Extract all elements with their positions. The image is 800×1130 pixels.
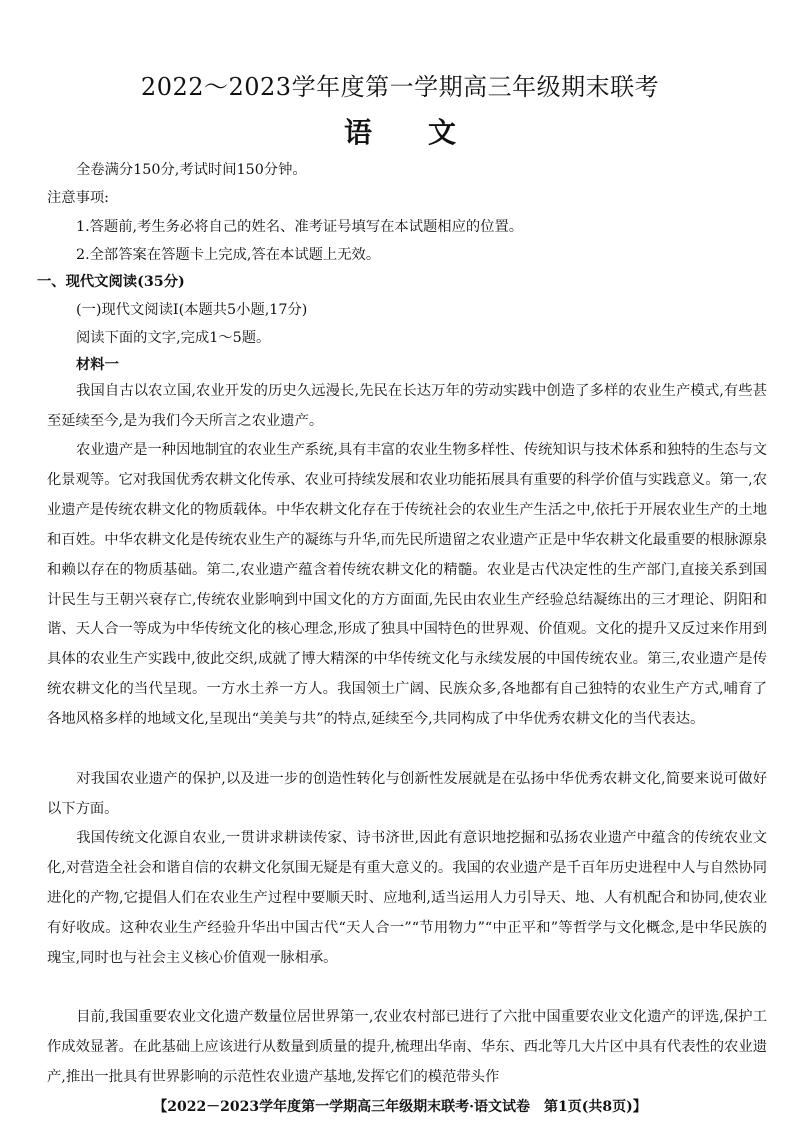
reading-instruction: 阅读下面的文字,完成1～5题。 (76, 330, 271, 346)
subject-char-2: 文 (428, 116, 457, 149)
material-label: 材料一 (76, 357, 119, 373)
exam-title: 2022～2023学年度第一学期高三年级期末联考 (140, 73, 660, 101)
paragraph-4 (47, 824, 767, 974)
paragraph-1 (47, 377, 767, 437)
paragraph-2-text: 农业遗产是一种因地制宜的农业生产系统,具有丰富的农业生物多样性、传统知识与技术体系和独特的生态与文化景观等。它对我国优秀农耕文化传承、农业可持续发展和农业功能拓展具有重要的科学价值与实践意义。第一,农业遗产是传统农耕文化的物质载体。中华农耕文化存在于传统社会的农业生产生活之中,依托于开展农业生产的土地和百姓。中华农耕文化是传统农业生产的凝练与升华,而先民所遗留之农业遗产正是中华农耕文化最重要的根脉源泉和赖以存在的物质基础。第二,农业遗产蕴含着传统农耕文化的精髓。农业是古代决定性的生产部门,直接关系到国计民生与王朝兴衰存亡,传统农业影响到中国文化的方方面面,先民由农业生产经验总结凝练出的三才理论、阴阳和谐、天人合一等成为中华传统文化的核心理念,形成了独具中国特色的世界观、价值观。文化的提升又反过来作用到具体的农业生产实践中,彼此交织,成就了博大精深的中华传统文化与永续发展的中国传统农业。第三,农业遗产是传统农耕文化的当代呈现。一方水土养一方人。我国领土广阔、民族众多,各地都有自己独特的农业生产方式,哺育了各地风格多样的地域文化,呈现出“美美与共”的特点,延续至今,共同构成了中华优秀农耕文化的当代表达。 (47, 442, 767, 728)
subject-title (0, 116, 800, 150)
paragraph-4-text: 我国传统文化源自农业,一贯讲求耕读传家、诗书济世,因此有意识地挖掘和弘扬农业遗产中蕴含的传统农业文化,对营造全社会和谐自信的农耕文化氛围无疑是有重大意义的。我国的农业遗产是千百年历史进程中人与自然协同进化的产物,它提倡人们在农业生产过程中要顺天时、应地利,适当运用人力引导天、地、人有机配合和协同,使农业有好收成。这种农业生产经验升华出中国古代“天人合一”“节用物力”“中正平和”等哲学与文化概念,是中华民族的瑰宝,同时也与社会主义核心价值观一脉相承。 (47, 830, 767, 966)
notice-heading: 注意事项: (47, 190, 110, 206)
paragraph-3 (47, 765, 767, 825)
paragraph-2 (47, 436, 767, 735)
section-heading: 一、现代文阅读(35分) (37, 274, 185, 290)
notice-item-2: 2.全部答案在答题卡上完成,答在本试题上无效。 (76, 247, 381, 263)
score-time-note: 全卷满分150分,考试时间150分钟。 (76, 162, 307, 178)
subsection-heading: (一)现代文阅读Ⅰ(本题共5小题,17分) (76, 302, 308, 318)
paragraph-5-text: 目前,我国重要农业文化遗产数量位居世界第一,农业农村部已进行了六批中国重要农业文化遗产的评选,保护工作成效显著。在此基础上应该进行从数量到质量的提升,梳理出华南、华东、西北等几大片区中具有代表性的农业遗产,推出一批具有世界影响的示范性农业遗产基地,发挥它们的模范带头作 (47, 1009, 767, 1085)
page-footer: 【2022－2023学年度第一学期高三年级期末联考·语文试卷 第1页(共8页)】 (153, 1099, 647, 1115)
notice-item-1: 1.答题前,考生务必将自己的姓名、准考证号填写在本试题相应的位置。 (76, 219, 524, 235)
subject-char-1: 语 (343, 116, 372, 149)
paragraph-1-text: 我国自古以农立国,农业开发的历史久远漫长,先民在长达万年的劳动实践中创造了多样的农业生产模式,有些甚至延续至今,是为我们今天所言之农业遗产。 (47, 383, 767, 429)
paragraph-5 (47, 1003, 767, 1093)
paragraph-3-text: 对我国农业遗产的保护,以及进一步的创造性转化与创新性发展就是在弘扬中华优秀农耕文化,简要来说可做好以下方面。 (47, 771, 767, 817)
